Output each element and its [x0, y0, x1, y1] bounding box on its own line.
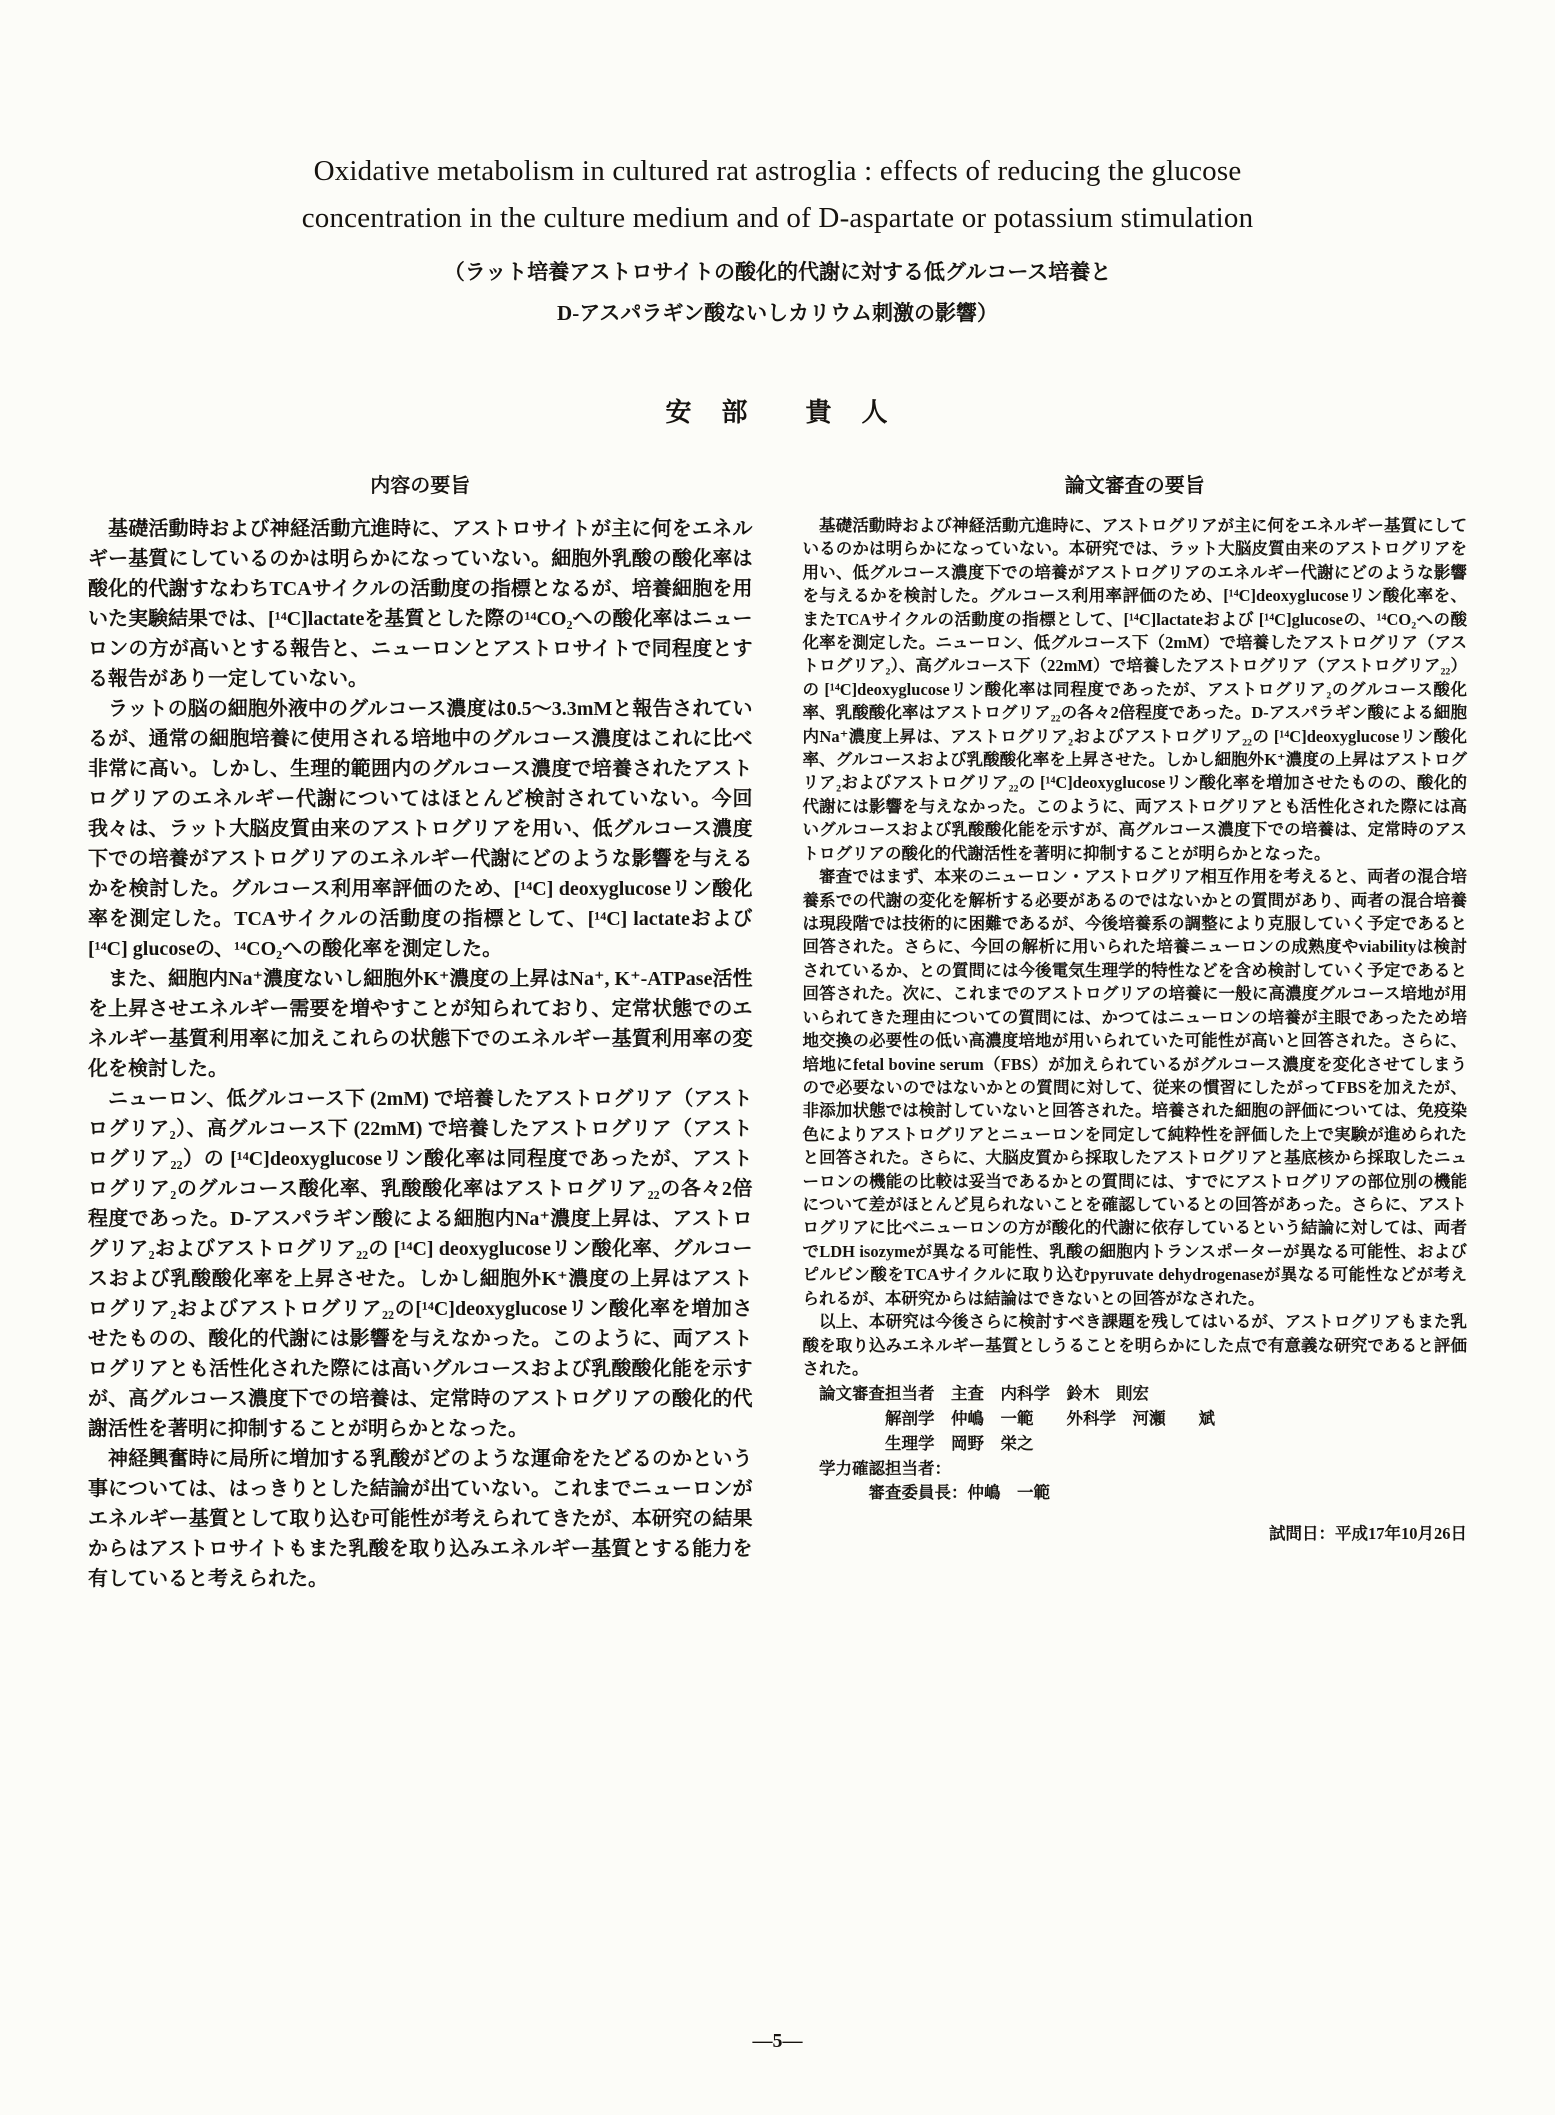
abstract-column: [88, 469, 753, 1594]
abstract-paragraph: また、細胞内Na⁺濃度ないし細胞外K⁺濃度の上昇はNa⁺, K⁺-ATPase活性を上昇させエネルギー需要を増やすことが知られており、定常状態でのエネルギー基質利用率に加えこれらの状態下でのエネルギー基質利用率の変化を検討した。: [88, 967, 753, 1080]
page-number: —5—: [752, 2030, 803, 2052]
committee-line: 審査委員長：仲嶋 一範: [802, 1483, 1050, 1503]
review-paragraph: 以上、本研究は今後さらに検討すべき課題を残してはいるが、アストログリアもまた乳酸を取り込みエネルギー基質としうることを明らかにした点で有意義な研究であると評価された。: [802, 1312, 1467, 1378]
exam-date: 試問日：平成17年10月26日: [1269, 1524, 1467, 1544]
review-paragraph: 基礎活動時および神経活動亢進時に、アストログリアが主に何をエネルギー基質にしているのかは明らかになっていない。本研究では、ラット大脳皮質由来のアストログリアを用い、低グルコース濃度下での培養がアストログリアのエネルギー代謝にどのような影響を与えるかを検討した。グルコース利用率評価のため、[¹⁴C]deoxyglucoseリン酸化率を、またTCAサイクルの活動度の指標として、[¹⁴C]lactateおよび [¹⁴C]glucoseの、¹⁴CO₂への酸化率を測定した。ニューロン、低グルコース下（2mM）で培養したアストログリア（アストログリア₂）、高グルコース下（22mM）で培養したアストログリア（アストログリア₂₂）の [¹⁴C]deoxyglucoseリン酸化率は同程度であったが、アストログリア₂のグルコース酸化率、乳酸酸化率はアストログリア₂₂の各々2倍程度であった。D-アスパラギン酸による細胞内Na⁺濃度上昇は、アストログリア₂およびアストログリア₂₂の [¹⁴C]deoxyglucoseリン酸化率、グルコースおよび乳酸酸化率を上昇させた。しかし細胞外K⁺濃度の上昇はアストログリア₂およびアストログリア₂₂の [¹⁴C]deoxyglucoseリン酸化率を増加させたものの、酸化的代謝には影響を与えなかった。このように、両アストログリアとも活性化された際には高いグルコースおよび乳酸酸化能を示すが、高グルコース濃度下での培養は、定常時のアストログリアの酸化的代謝活性を著明に抑制することが明らかとなった。: [802, 515, 1467, 863]
review-paragraph: 審査ではまず、本来のニューロン・アストログリア相互作用を考えると、両者の混合培養系での代謝の変化を解析する必要があるのではないかとの質問があり、両者の混合培養は現段階では技術的に困難であるが、今後培養系の調整により克服していく予定であると回答された。さらに、今回の解析に用いられた培養ニューロンの成熟度やviabilityは検討されているか、との質問には今後電気生理学的特性などを含め検討していく予定であると回答された。次に、これまでのアストログリアの培養に一般に高濃度グルコース培地が用いられてきた理由についての質問には、かつてはニューロンの培養が主眼であったため培地交換の必要性の低い高濃度培地が用いられていた可能性が高いと回答された。さらに、培地にfetal bovine serum（FBS）が加えられているがグルコース濃度を変化させてしまうので必要ないのではないかとの質問に対して、従来の慣習にしたがってFBSを加えたが、非添加状態では検討していないと回答された。培養された細胞の評価については、免疫染色によりアストログリアとニューロンを同定して純粋性を評価した上で実験が進められたと回答された。さらに、大脳皮質から採取したアストログリアと基底核から採取したニューロンの機能の比較は妥当であるかとの質問には、すでにアストログリアの部位別の機能について差がほとんど見られないことを確認しているとの回答があった。さらに、アストログリアに比べニューロンの方が酸化的代謝に依存しているという結論に対しては、両者でLDH isozymeが異なる可能性、乳酸の細胞内トランスポーターが異なる可能性、およびピルビン酸をTCAサイクルに取り込むpyruvate dehydrogenaseが異なる可能性などが考えられるが、本研究からは結論はできないとの回答がなされた。: [802, 867, 1467, 1308]
review-heading: 論文審査の要旨: [1064, 474, 1205, 497]
abstract-paragraph: ラットの脳の細胞外液中のグルコース濃度は0.5〜3.3mMと報告されているが、通常の細胞培養に使用される培地中のグルコース濃度はこれに比べ非常に高い。しかし、生理的範囲内のグルコース濃度で培養されたアストログリアのエネルギー代謝についてはほとんど検討されていない。今回我々は、ラット大脳皮質由来のアストログリアを用い、低グルコース濃度下での培養がアストログリアのエネルギー代謝にどのような影響を与えるかを検討した。グルコース利用率評価のため、[¹⁴C] deoxyglucoseリン酸化率を測定した。TCAサイクルの活動度の指標として、[¹⁴C] lactateおよび [¹⁴C] glucoseの、¹⁴CO₂への酸化率を測定した。: [88, 697, 753, 960]
title-english: [88, 148, 1467, 242]
abstract-paragraph: ニューロン、低グルコース下 (2mM) で培養したアストログリア（アストログリア₂）、高グルコース下 (22mM) で培養したアストログリア（アストログリア₂₂）の [¹⁴C]deoxyglucoseリン酸化率は同程度であったが、アストログリア₂のグルコース酸化率、乳酸酸化率はアストログリア₂₂の各々2倍程度であった。D-アスパラギン酸による細胞内Na⁺濃度上昇は、アストログリア₂およびアストログリア₂₂の [¹⁴C] deoxyglucoseリン酸化率、グルコースおよび乳酸酸化率を上昇させた。しかし細胞外K⁺濃度の上昇はアストログリア₂およびアストログリア₂₂の[¹⁴C]deoxyglucoseリン酸化率を増加させたものの、酸化的代謝には影響を与えなかった。このように、両アストログリアとも活性化された際には高いグルコースおよび乳酸酸化能を示すが、高グルコース濃度下での培養は、定常時のアストログリアの酸化的代謝活性を著明に抑制することが明らかとなった。: [88, 1087, 753, 1440]
title-japanese: [88, 252, 1467, 334]
title-japanese-line2: D-アスパラギン酸ないしカリウム刺激の影響）: [557, 300, 998, 325]
committee-block: [803, 1382, 1468, 1506]
abstract-heading: 内容の要旨: [370, 474, 471, 497]
committee-line: 学力確認担当者：: [802, 1458, 951, 1478]
author-name: 安 部 貴 人: [665, 397, 890, 427]
title-english-line2: concentration in the culture medium and of D-aspartate or potassium stimulation: [301, 201, 1254, 234]
title-japanese-line1: （ラット培養アストロサイトの酸化的代謝に対する低グルコース培養と: [443, 259, 1112, 284]
committee-line: 解剖学 仲嶋 一範 外科学 河瀬 斌: [802, 1409, 1215, 1429]
title-english-line1: Oxidative metabolism in cultured rat astroglia : effects of reducing the glucose: [313, 155, 1242, 187]
review-column: [803, 469, 1468, 1544]
abstract-paragraph: 基礎活動時および神経活動亢進時に、アストロサイトが主に何をエネルギー基質にしているのかは明らかになっていない。細胞外乳酸の酸化率は酸化的代謝すなわちTCAサイクルの活動度の指標となるが、培養細胞を用いた実験結果では、[¹⁴C]lactateを基質とした際の¹⁴CO₂への酸化率はニューロンの方が高いとする報告と、ニューロンとアストロサイトで同程度とする報告があり一定していない。: [88, 517, 753, 690]
committee-line: 生理学 岡野 栄之: [802, 1433, 1034, 1453]
page-header: [88, 148, 1467, 429]
abstract-paragraph: 神経興奮時に局所に増加する乳酸がどのような運命をたどるのかという事については、はっきりとした結論が出ていない。これまでニューロンがエネルギー基質として取り込む可能性が考えられてきたが、本研究の結果からはアストロサイトもまた乳酸を取り込みエネルギー基質とする能力を有していると考えられた。: [88, 1447, 753, 1590]
committee-line: 論文審査担当者 主査 内科学 鈴木 則宏: [802, 1384, 1149, 1404]
two-column-body: [88, 469, 1467, 1594]
